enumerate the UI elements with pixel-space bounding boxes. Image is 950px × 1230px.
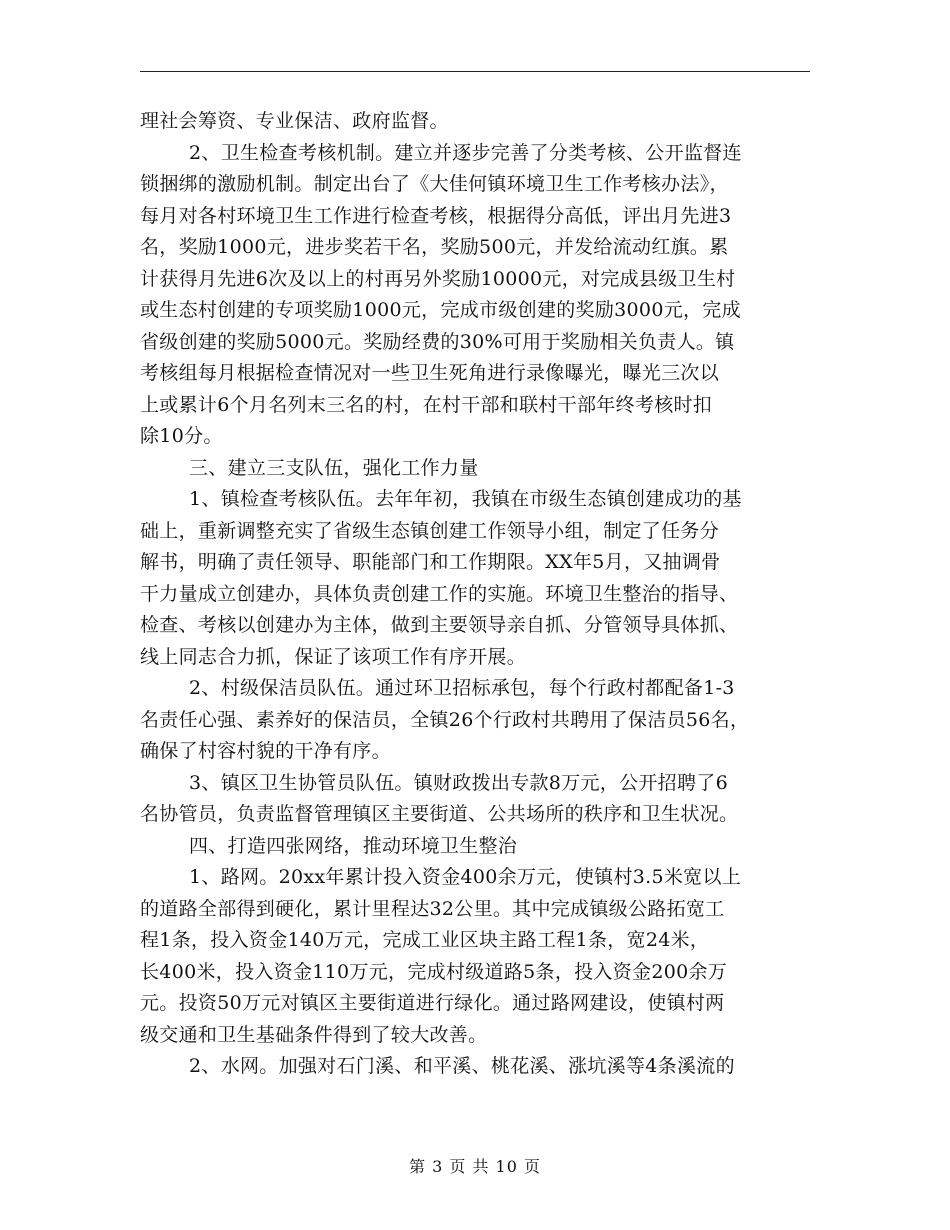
text-line: 检查、考核以创建办为主体，做到主要领导亲自抓、分管领导具体抓、 [140, 614, 739, 636]
section-heading: 三、建立三支队伍，强化工作力量 [189, 456, 479, 479]
text-line: 1、路网。20xx年累计投入资金400余万元，使镇村3.5米宽以上 [189, 866, 742, 888]
text-line: 解书，明确了责任领导、职能部门和工作期限。XX年5月，又抽调骨 [140, 551, 721, 573]
text-line: 或生态村创建的专项奖励1000元，完成市级创建的奖励3000元，完成 [140, 299, 741, 321]
text-line: 2、卫生检查考核机制。建立并逐步完善了分类考核、公开监督连 [189, 141, 742, 164]
text-line: 的道路全部得到硬化，累计里程达32公里。其中完成镇级公路拓宽工 [140, 897, 725, 920]
text-line: 每月对各村环境卫生工作进行检查考核，根据得分高低，评出月先进3 [140, 204, 732, 227]
text-line: 元。投资50万元对镇区主要街道进行绿化。通过路网建设，使镇村两 [140, 992, 725, 1014]
text-line: 锁捆绑的激励机制。制定出台了《大佳何镇环境卫生工作考核办法》， [140, 173, 729, 195]
section-heading: 四、打造四张网络，推动环境卫生整治 [189, 834, 518, 857]
text-line: 长400米，投入资金110万元，完成村级道路5条，投入资金200余万 [140, 960, 728, 983]
text-line: 2、村级保洁员队伍。通过环卫招标承包，每个行政村都配备1-3 [189, 677, 735, 699]
text-line: 3、镇区卫生协管员队伍。镇财政拨出专款8万元，公开招聘了6 [189, 771, 728, 794]
page-number: 第 3 页 共 10 页 [409, 1157, 541, 1176]
text-line: 2、水网。加强对石门溪、和平溪、桃花溪、涨坑溪等4条溪流的 [189, 1055, 735, 1077]
text-line: 程1条，投入资金140万元，完成工业区块主路工程1条，宽24米， [140, 929, 710, 951]
text-line: 确保了村容村貌的干净有序。 [140, 740, 391, 762]
text-line: 上或累计6个月名列末三名的村，在村干部和联村干部年终考核时扣 [140, 393, 713, 416]
text-line: 础上，重新调整充实了省级生态镇创建工作领导小组，制定了任务分 [140, 519, 720, 542]
document-body [140, 106, 812, 1083]
text-line: 除10分。 [140, 425, 223, 447]
text-line: 名责任心强、素养好的保洁员，全镇26个行政村共聘用了保洁员56名， [140, 708, 750, 731]
text-line: 省级创建的奖励5000元。奖励经费的30%可用于奖励相关负责人。镇 [140, 330, 735, 353]
text-line: 干力量成立创建办，具体负责创建工作的实施。环境卫生整治的指导、 [140, 582, 739, 605]
text-line: 1、镇检查考核队伍。去年年初，我镇在市级生态镇创建成功的基 [189, 488, 742, 510]
text-line: 理社会筹资、专业保洁、政府监督。 [140, 110, 449, 132]
text-line: 名协管员，负责监督管理镇区主要街道、公共场所的秩序和卫生状况。 [140, 803, 739, 825]
header-rule [140, 71, 810, 72]
text-line: 考核组每月根据检查情况对一些卫生死角进行录像曝光，曝光三次以 [140, 362, 720, 384]
text-line: 线上同志合力抓，保证了该项工作有序开展。 [140, 645, 527, 668]
text-line: 计获得月先进6次及以上的村再另外奖励10000元，对完成县级卫生村 [140, 267, 736, 290]
text-line: 级交通和卫生基础条件得到了较大改善。 [140, 1023, 488, 1046]
text-line: 名，奖励1000元，进步奖若干名，奖励500元，并发给流动红旗。累 [140, 236, 729, 258]
